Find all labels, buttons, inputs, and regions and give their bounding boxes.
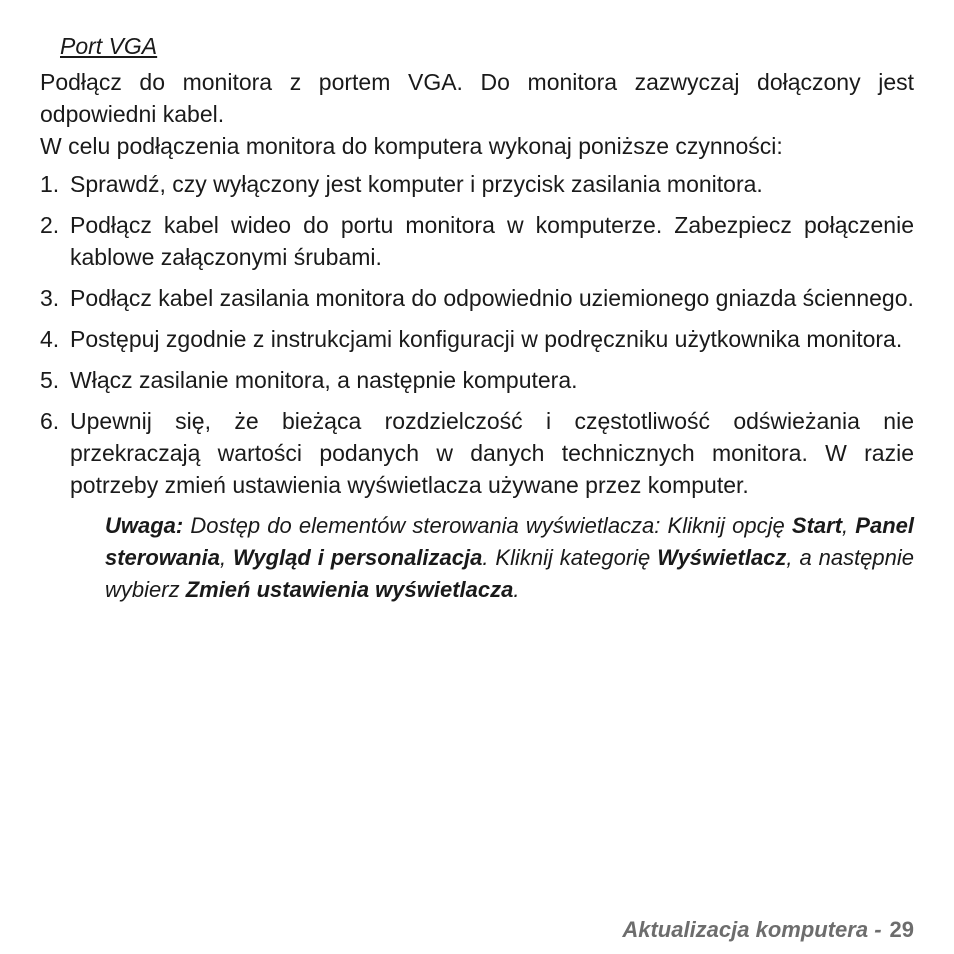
step-number: 1. — [40, 171, 60, 197]
note-term-change-display-settings: Zmień ustawienia wyświetlacza — [185, 577, 514, 602]
note-term-appearance: Wygląd i personalizacja — [232, 545, 483, 570]
step-number: 5. — [40, 367, 60, 393]
steps-list — [40, 168, 914, 501]
note-separator: , — [842, 513, 856, 538]
step-text: Podłącz kabel wideo do portu monitora w komputerze. Zabezpiecz połączenie kablowe załączonymi śrubami. — [70, 212, 914, 270]
step-text: Włącz zasilanie monitora, a następnie komputera. — [70, 367, 578, 393]
document-page — [40, 30, 914, 606]
note-term-display: Wyświetlacz — [657, 545, 787, 570]
step-text: Postępuj zgodnie z instrukcjami konfiguracji w podręczniku użytkownika monitora. — [70, 326, 903, 352]
footer-title: Aktualizacja komputera - — [622, 917, 882, 942]
step-number: 2. — [40, 212, 60, 238]
section-heading: Port VGA — [60, 33, 158, 59]
page-number: 29 — [889, 917, 914, 942]
list-item — [40, 364, 914, 396]
note-text: . — [513, 577, 520, 602]
note-text: . Kliknij kategorię — [482, 545, 658, 570]
note-text: , a następnie wybierz — [105, 545, 915, 602]
page-footer — [622, 914, 914, 946]
step-number: 4. — [40, 326, 60, 352]
list-item — [40, 282, 914, 314]
list-item — [40, 405, 914, 501]
intro-paragraph: Podłącz do monitora z portem VGA. Do monitora zazwyczaj dołączony jest odpowiedni kabel. — [40, 69, 914, 127]
step-text: Sprawdź, czy wyłączony jest komputer i przycisk zasilania monitora. — [70, 171, 763, 197]
note-separator: , — [219, 545, 233, 570]
step-number: 6. — [40, 408, 60, 434]
step-text: Podłącz kabel zasilania monitora do odpowiednio uziemionego gniazda ściennego. — [70, 285, 914, 311]
list-item — [40, 323, 914, 355]
note-label: Uwaga: — [105, 513, 184, 538]
list-item — [40, 168, 914, 200]
note-term-control-panel: Panel sterowania — [105, 513, 914, 570]
note-text: Dostęp do elementów sterowania wyświetlacza: Kliknij opcję — [183, 513, 792, 538]
note-block — [105, 510, 914, 606]
list-item — [40, 209, 914, 273]
note-term-start: Start — [791, 513, 843, 538]
step-text: Upewnij się, że bieżąca rozdzielczość i częstotliwość odświeżania nie przekraczają wartości podanych w danych technicznych monitora. W razie potrzeby zmień ustawienia wyświetlacza używane przez komputer. — [70, 408, 914, 498]
step-number: 3. — [40, 285, 60, 311]
intro-instruction: W celu podłączenia monitora do komputera wykonaj poniższe czynności: — [40, 133, 783, 159]
